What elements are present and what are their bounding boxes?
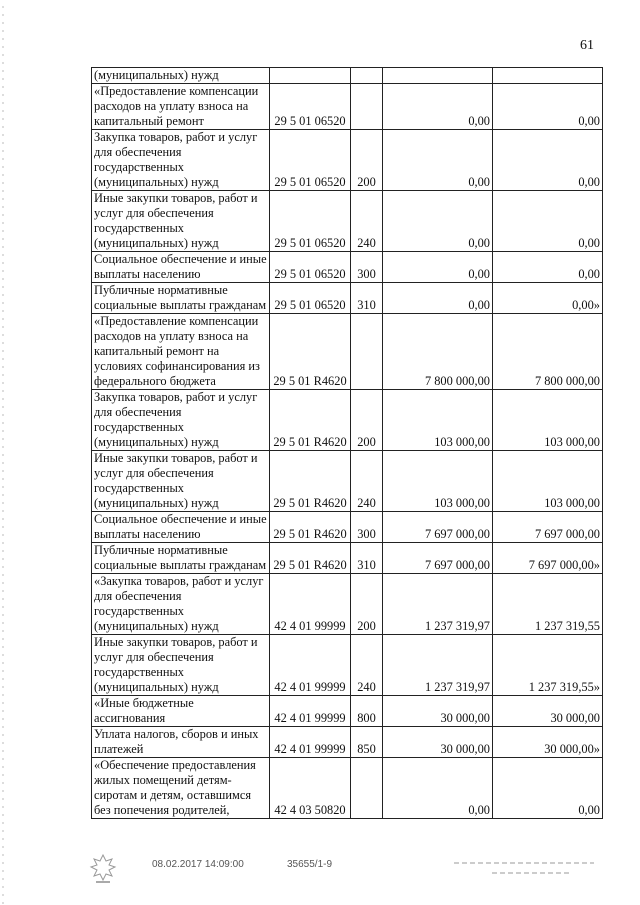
row-vr-cell: 240	[351, 191, 383, 252]
row-amount-1-cell: 0,00	[383, 252, 493, 283]
row-amount-2-cell: 7 697 000,00	[493, 512, 603, 543]
footer-date: 08.02.2017 14:09:00	[152, 859, 244, 870]
row-code-cell: 29 5 01 R4620	[270, 390, 351, 451]
row-name-cell: Закупка товаров, работ и услуг для обеспечения государственных (муниципальных) нужд	[92, 390, 270, 451]
row-code-cell: 42 4 01 99999	[270, 727, 351, 758]
row-name-cell: Иные закупки товаров, работ и услуг для обеспечения государственных (муниципальных) нужд	[92, 191, 270, 252]
budget-table	[91, 67, 603, 819]
row-amount-1-cell: 0,00	[383, 84, 493, 130]
row-code-cell: 29 5 01 R4620	[270, 314, 351, 390]
table-row	[92, 758, 603, 819]
budget-table-body	[92, 68, 603, 819]
table-row	[92, 283, 603, 314]
row-name-cell: «Обеспечение предоставления жилых помещений детям-сиротам и детям, оставшимся без попечения родителей,	[92, 758, 270, 819]
row-amount-2-cell: 0,00	[493, 191, 603, 252]
row-code-cell: 29 5 01 06520	[270, 130, 351, 191]
row-code-cell: 29 5 01 06520	[270, 252, 351, 283]
row-vr-cell: 310	[351, 283, 383, 314]
row-vr-cell	[351, 314, 383, 390]
row-amount-1-cell: 30 000,00	[383, 696, 493, 727]
row-name-cell: (муниципальных) нужд	[92, 68, 270, 84]
row-amount-1-cell: 0,00	[383, 191, 493, 252]
table-row	[92, 314, 603, 390]
table-row	[92, 68, 603, 84]
row-name-cell: Социальное обеспечение и иные выплаты населению	[92, 512, 270, 543]
row-amount-2-cell: 7 800 000,00	[493, 314, 603, 390]
row-code-cell: 29 5 01 06520	[270, 84, 351, 130]
row-name-cell: «Иные бюджетные ассигнования	[92, 696, 270, 727]
footer-doc-number: 35655/1-9	[287, 859, 333, 870]
table-row	[92, 130, 603, 191]
page-footer	[0, 853, 640, 893]
row-code-cell: 42 4 01 99999	[270, 696, 351, 727]
row-vr-cell: 240	[351, 635, 383, 696]
row-vr-cell: 850	[351, 727, 383, 758]
row-amount-2-cell: 0,00»	[493, 283, 603, 314]
row-amount-2-cell: 30 000,00	[493, 696, 603, 727]
row-name-cell: Уплата налогов, сборов и иных платежей	[92, 727, 270, 758]
row-amount-2-cell: 0,00	[493, 130, 603, 191]
row-name-cell: «Предоставление компенсации расходов на уплату взноса на капитальный ремонт	[92, 84, 270, 130]
row-amount-1-cell: 103 000,00	[383, 451, 493, 512]
row-amount-1-cell	[383, 68, 493, 84]
row-amount-2-cell: 0,00	[493, 758, 603, 819]
row-amount-1-cell: 0,00	[383, 130, 493, 191]
row-name-cell: Закупка товаров, работ и услуг для обеспечения государственных (муниципальных) нужд	[92, 130, 270, 191]
row-amount-2-cell: 7 697 000,00»	[493, 543, 603, 574]
table-row	[92, 191, 603, 252]
row-code-cell: 29 5 01 R4620	[270, 543, 351, 574]
row-vr-cell: 200	[351, 574, 383, 635]
row-name-cell: Публичные нормативные социальные выплаты гражданам	[92, 283, 270, 314]
page-number: 61	[580, 38, 594, 53]
row-name-cell: Публичные нормативные социальные выплаты гражданам	[92, 543, 270, 574]
row-amount-1-cell: 7 697 000,00	[383, 543, 493, 574]
row-vr-cell	[351, 84, 383, 130]
row-code-cell	[270, 68, 351, 84]
row-amount-1-cell: 30 000,00	[383, 727, 493, 758]
row-amount-2-cell: 30 000,00»	[493, 727, 603, 758]
row-vr-cell: 240	[351, 451, 383, 512]
row-amount-2-cell: 103 000,00	[493, 451, 603, 512]
row-vr-cell: 310	[351, 543, 383, 574]
row-name-cell: «Предоставление компенсации расходов на уплату взноса на капитальный ремонт на условиях софинансирования из федерального бюджета	[92, 314, 270, 390]
row-amount-2-cell: 1 237 319,55	[493, 574, 603, 635]
row-amount-1-cell: 1 237 319,97	[383, 574, 493, 635]
row-code-cell: 42 4 01 99999	[270, 635, 351, 696]
table-row	[92, 727, 603, 758]
row-amount-2-cell: 0,00	[493, 84, 603, 130]
row-name-cell: «Закупка товаров, работ и услуг для обеспечения государственных (муниципальных) нужд	[92, 574, 270, 635]
row-code-cell: 29 5 01 06520	[270, 191, 351, 252]
row-vr-cell	[351, 68, 383, 84]
table-row	[92, 451, 603, 512]
row-amount-2-cell: 1 237 319,55»	[493, 635, 603, 696]
row-name-cell: Иные закупки товаров, работ и услуг для обеспечения государственных (муниципальных) нужд	[92, 635, 270, 696]
row-vr-cell: 800	[351, 696, 383, 727]
row-vr-cell: 200	[351, 390, 383, 451]
table-row	[92, 84, 603, 130]
table-row	[92, 696, 603, 727]
row-amount-2-cell	[493, 68, 603, 84]
row-vr-cell: 300	[351, 512, 383, 543]
row-vr-cell	[351, 758, 383, 819]
row-amount-2-cell: 103 000,00	[493, 390, 603, 451]
row-amount-1-cell: 0,00	[383, 283, 493, 314]
row-code-cell: 29 5 01 R4620	[270, 512, 351, 543]
emblem-icon	[88, 853, 118, 888]
table-row	[92, 390, 603, 451]
row-code-cell: 42 4 03 50820	[270, 758, 351, 819]
row-code-cell: 42 4 01 99999	[270, 574, 351, 635]
row-code-cell: 29 5 01 R4620	[270, 451, 351, 512]
table-row	[92, 543, 603, 574]
row-amount-2-cell: 0,00	[493, 252, 603, 283]
row-name-cell: Иные закупки товаров, работ и услуг для обеспечения государственных (муниципальных) нужд	[92, 451, 270, 512]
row-code-cell: 29 5 01 06520	[270, 283, 351, 314]
row-vr-cell: 200	[351, 130, 383, 191]
row-amount-1-cell: 0,00	[383, 758, 493, 819]
table-row	[92, 512, 603, 543]
row-amount-1-cell: 1 237 319,97	[383, 635, 493, 696]
table-row	[92, 635, 603, 696]
row-amount-1-cell: 7 800 000,00	[383, 314, 493, 390]
scan-edge-marks	[2, 0, 4, 905]
row-vr-cell: 300	[351, 252, 383, 283]
table-row	[92, 574, 603, 635]
row-amount-1-cell: 103 000,00	[383, 390, 493, 451]
row-amount-1-cell: 7 697 000,00	[383, 512, 493, 543]
table-row	[92, 252, 603, 283]
faint-stamp-text	[452, 855, 602, 882]
row-name-cell: Социальное обеспечение и иные выплаты населению	[92, 252, 270, 283]
